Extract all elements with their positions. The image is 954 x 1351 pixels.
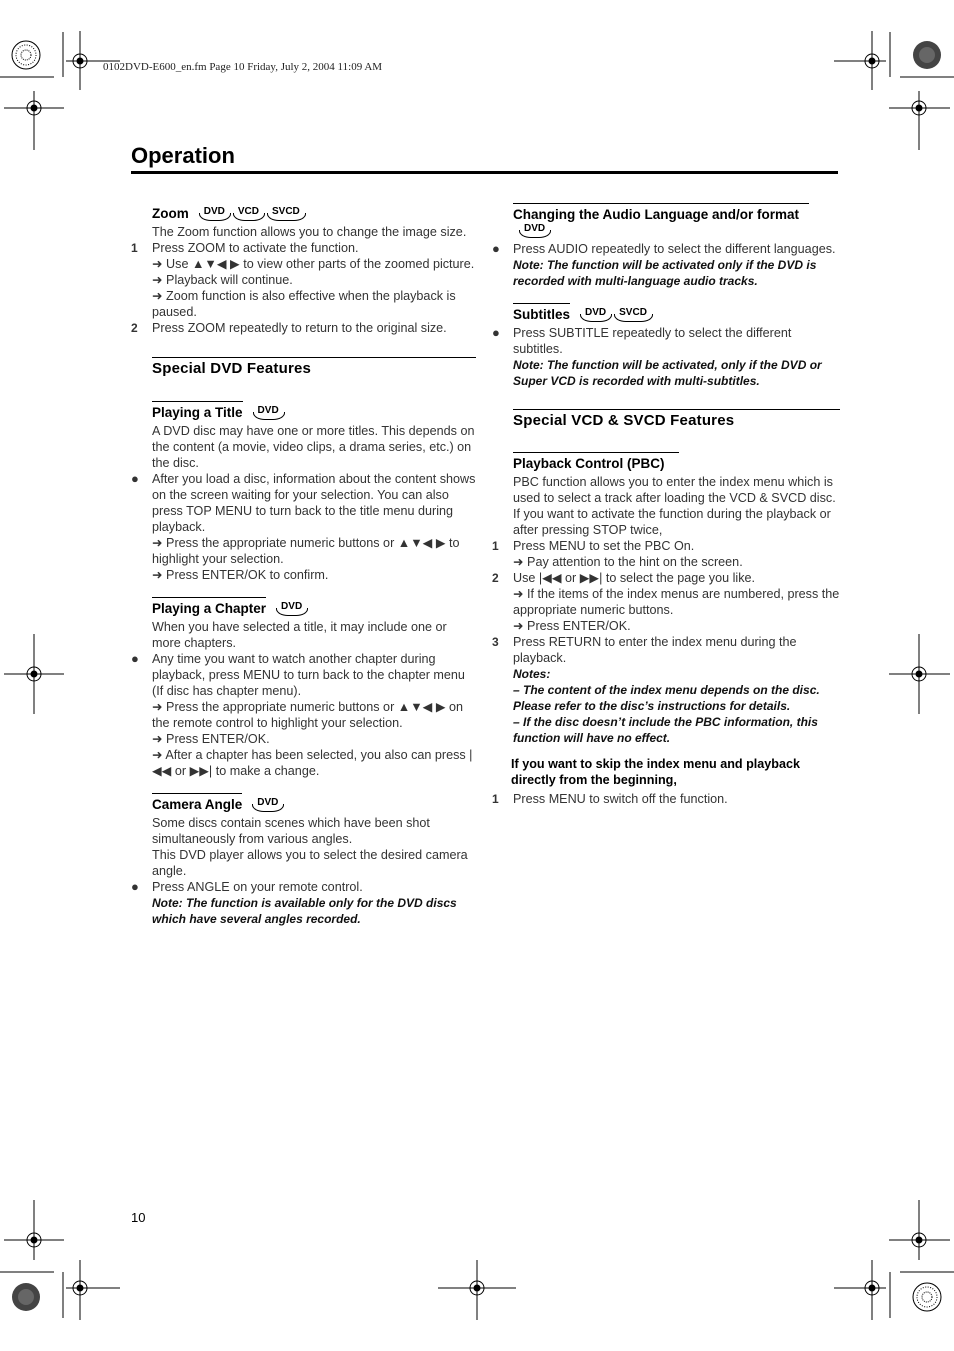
pbc-arrow-2: ➜ If the items of the index menus are numbered, press the appropriate numeric buttons. [513,587,840,617]
pbc-arrow-3: ➜ Press ENTER/OK. [513,619,631,633]
audio-heading: Changing the Audio Language and/or format [513,203,809,223]
pbc-note-1: – The content of the index menu depends on the disc. Please refer to the disc’s instructions for details. [513,683,820,713]
dvd-badge: DVD [199,206,231,220]
dvd-badge: DVD [253,405,285,419]
step-text: Press ZOOM repeatedly to return to the original size. [152,321,447,335]
step-number: 1 [131,241,138,255]
file-info-header: 0102DVD-E600_en.fm Page 10 Friday, July 2, 2004 11:09 AM [103,61,383,73]
playing-chapter-arrow-1: ➜ Press the appropriate numeric buttons or ▲▼◀ ▶ on the remote control to highlight your selection. [152,700,464,730]
camera-angle-section [131,793,476,927]
playing-title-bullet [131,471,476,535]
pbc-step-3 [492,634,840,666]
zoom-arrow-3: ➜ Zoom function is also effective when the playback is paused. [152,289,456,319]
bullet-text: Press AUDIO repeatedly to select the different languages. [513,242,836,256]
playing-chapter-bullet [131,651,476,699]
audio-bullet [492,241,840,257]
step-text: Press ZOOM to activate the function. [152,241,359,255]
zoom-heading [152,203,189,222]
step-text: Press MENU to set the PBC On. [513,539,695,553]
subtitles-badges [578,307,653,323]
audio-section [492,203,840,289]
zoom-step-2 [131,320,476,336]
zoom-section [131,203,476,336]
bullet-icon: ● [492,325,500,340]
zoom-title: Zoom [152,206,189,221]
step-number: 1 [492,792,499,806]
bullet-text: Any time you want to watch another chapter during playback, press MENU to turn back to the chapter menu (If disc has chapter menu). [152,652,465,698]
bullet-icon: ● [131,471,139,486]
playing-chapter-arrow-2: ➜ Press ENTER/OK. [152,732,270,746]
bullet-icon: ● [131,879,139,894]
svcd-badge: SVCD [614,307,653,321]
playing-title-arrow-1: ➜ Press the appropriate numeric buttons or ▲▼◀ ▶ to highlight your selection. [152,536,460,566]
playing-chapter-arrow-3: ➜ After a chapter has been selected, you also can press |◀◀ or ▶▶| to make a change. [152,748,473,778]
pbc-note-2: – If the disc doesn’t include the PBC information, this function will have no effect. [513,715,818,745]
playing-title-badges [251,405,285,421]
zoom-arrow-2: ➜ Playback will continue. [152,273,293,287]
bullet-text: Press SUBTITLE repeatedly to select the different subtitles. [513,326,792,356]
pbc-step-off [492,791,840,807]
pbc-notes-label: Notes: [513,667,551,681]
bullet-icon: ● [131,651,139,666]
step-text: Press RETURN to enter the index menu during the playback. [513,635,797,665]
step-text: Press MENU to switch off the function. [513,792,728,806]
vcd-badge: VCD [233,206,265,220]
pbc-step-2 [492,570,840,586]
camera-angle-intro-2: This DVD player allows you to select the desired camera angle. [152,848,468,878]
pbc-section [492,452,840,807]
pbc-step-1 [492,538,840,554]
step-number: 3 [492,635,499,649]
playing-title-arrow-2: ➜ Press ENTER/OK to confirm. [152,568,329,582]
pbc-intro: PBC function allows you to enter the index menu which is used to select a track after loading the VCD & SVCD disc. If you want to activate the function during the playback or after pressing STOP twice, [513,475,836,537]
step-number: 1 [492,539,499,553]
special-dvd-heading: Special DVD Features [152,357,476,377]
subtitles-section [492,303,840,389]
page-number: 10 [131,1210,146,1225]
playing-chapter-section [131,597,476,779]
playing-chapter-intro: When you have selected a title, it may include one or more chapters. [152,620,447,650]
playing-title-heading: Playing a Title [152,401,243,421]
camera-angle-note: Note: The function is available only for the DVD discs which have several angles recorded. [152,896,457,926]
dvd-badge: DVD [519,223,551,237]
playing-title-intro: A DVD disc may have one or more titles. This depends on the content (a movie, video clips, a drama series, etc.) on the disc. [152,424,475,470]
svcd-badge: SVCD [267,206,306,220]
subtitles-heading: Subtitles [513,303,570,323]
camera-angle-intro-1: Some discs contain scenes which have been shot simultaneously from various angles. [152,816,430,846]
page-title: Operation [131,143,235,168]
playing-title-section [131,401,476,583]
zoom-badges [197,206,306,222]
left-column [131,203,476,927]
playing-chapter-heading: Playing a Chapter [152,597,266,617]
playing-chapter-badges [274,601,308,617]
bullet-icon: ● [492,241,500,256]
pbc-skip-text: If you want to skip the index menu and playback directly from the beginning, [511,757,801,787]
camera-angle-heading: Camera Angle [152,793,242,813]
step-number: 2 [492,571,499,585]
zoom-step-1 [131,240,476,256]
camera-angle-badges [250,797,284,813]
pbc-heading: Playback Control (PBC) [513,452,679,472]
zoom-arrow-1: ➜ Use ▲▼◀ ▶ to view other parts of the zoomed picture. [152,257,475,271]
subtitles-bullet [492,325,840,357]
step-number: 2 [131,321,138,335]
dvd-badge: DVD [276,601,308,615]
bullet-text: After you load a disc, information about the content shows on the screen waiting for your selection. You can also press TOP MENU to turn back to the title menu during playback. [152,472,476,534]
dvd-badge: DVD [580,307,612,321]
right-column [492,203,840,807]
step-text: Use |◀◀ or ▶▶| to select the page you like. [513,571,755,585]
zoom-intro: The Zoom function allows you to change the image size. [152,225,467,239]
bullet-text: Press ANGLE on your remote control. [152,880,363,894]
pbc-arrow-1: ➜ Pay attention to the hint on the screen. [513,555,743,569]
subtitles-note: Note: The function will be activated, only if the DVD or Super VCD is recorded with multi-subtitles. [513,358,822,388]
title-rule [131,171,838,174]
dvd-badge: DVD [252,797,284,811]
special-vcd-heading: Special VCD & SVCD Features [513,409,840,429]
camera-angle-bullet [131,879,476,895]
audio-badges [517,223,840,239]
audio-note: Note: The function will be activated only if the DVD is recorded with multi-language audio tracks. [513,258,817,288]
